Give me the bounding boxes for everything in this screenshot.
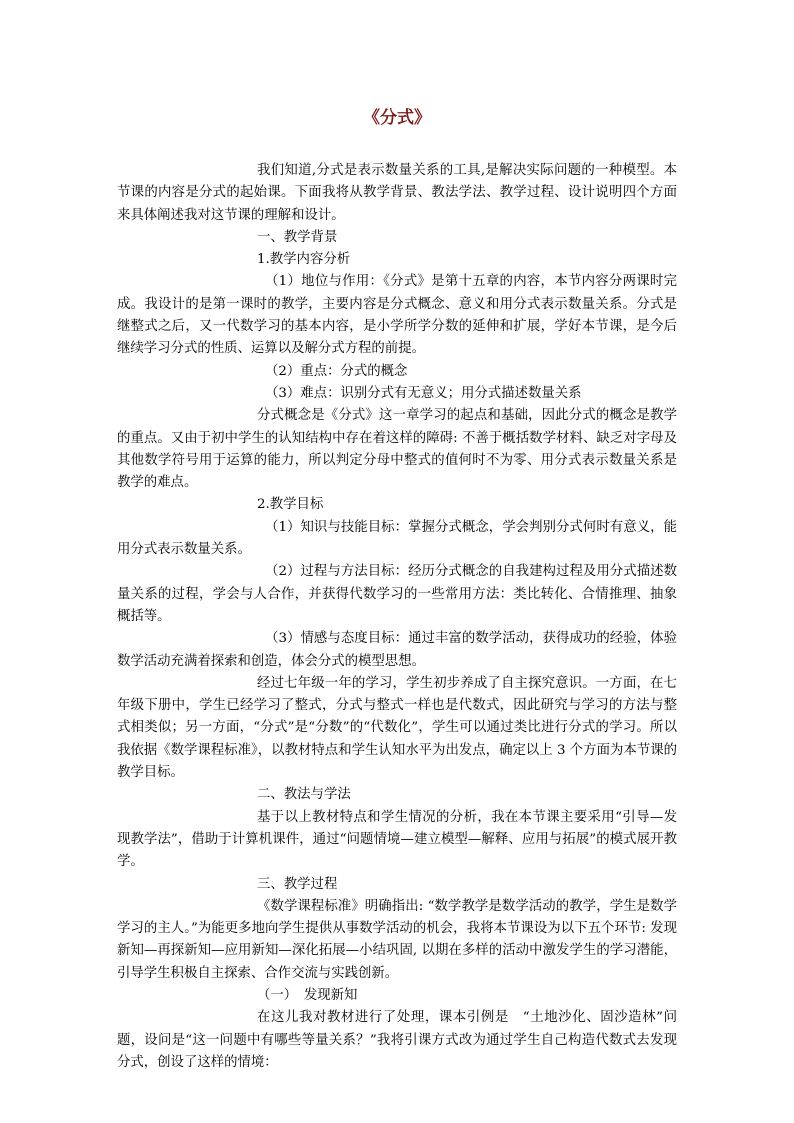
paragraph: 在这儿我对教材进行了处理，课本引例是 “土地沙化、固沙造林”问题，设问是“这一问题中有哪些等量关系？”我将引课方式改为通过学生自己构造代数式去发现分式，创设了这样的情境： — [117, 1010, 677, 1070]
paragraph: 1.教学内容分析 — [257, 252, 351, 268]
paragraph: （2）重点：分式的概念 — [265, 363, 408, 379]
document-body — [117, 160, 677, 1074]
paragraph: 经过七年级一年的学习，学生初步养成了自主探究意识。一方面，在七年级下册中，学生已经学习了整式，分式与整式一样也是代数式，因此研究与学习的方法与整式相类似；另一方面，“分式”是“分数”的“代数化”，学生可以通过类比进行分式的学习。所以我依据《数学课程标准》，以教材特点和学生认知水平为出发点，确定以上 3 个方面为本节课的教学目标。 — [117, 675, 677, 781]
paragraph: （1）地位与作用：《分式》是第十五章的内容，本节内容分两课时完成。我设计的是第一课时的教学，主要内容是分式概念、意义和用分式表示数量关系。分式是继整式之后，又一代数学习的基本内容，是小学所学分数的延伸和扩展，学好本节课，是今后继续学习分式的性质、运算以及解分式方程的前提。 — [117, 274, 677, 357]
document-title: 《分式》 — [363, 108, 431, 128]
paragraph: 一、教学背景 — [257, 229, 338, 245]
paragraph: （一） 发现新知 — [257, 987, 358, 1003]
paragraph: 2.教学目标 — [257, 497, 324, 513]
paragraph: （3）难点：识别分式有无意义；用分式描述数量关系 — [265, 385, 582, 401]
paragraph: 我们知道,分式是表示数量关系的工具,是解决实际问题的一种模型。本节课的内容是分式的起始课。下面我将从教学背景、教法学法、教学过程、设计说明四个方面来具体阐述我对这节课的理解和设计。 — [117, 163, 677, 223]
paragraph: 三、教学过程 — [257, 876, 338, 892]
paragraph: （2）过程与方法目标：经历分式概念的自我建构过程及用分式描述数量关系的过程，学会与人合作，并获得代数学习的一些常用方法：类比转化、合情推理、抽象概括等。 — [117, 564, 677, 624]
paragraph: （1）知识与技能目标：掌握分式概念，学会判别分式何时有意义，能用分式表示数量关系。 — [117, 519, 677, 558]
paragraph: 《数学课程标准》明确指出: “数学教学是数学活动的教学，学生是数学学习的主人。”为能更多地向学生提供从事数学活动的机会，我将本节课设为以下五个环节: 发现新知—再探新知—应用新知—深化拓展—小结巩固, 以期在多样的活动中激发学生的学习潜能，引导学生积极自主探索、合作交流与实践创新。 — [117, 898, 677, 981]
paragraph: 二、教法与学法 — [257, 787, 351, 803]
paragraph: 分式概念是《分式》这一章学习的起点和基础，因此分式的概念是教学的重点。又由于初中学生的认知结构中存在着这样的障碍: 不善于概括数学材料、缺乏对字母及其他数学符号用于运算的能力，所以判定分母中整式的值何时不为零、用分式表示数量关系是教学的难点。 — [117, 408, 677, 491]
paragraph: （3）情感与态度目标：通过丰富的数学活动，获得成功的经验，体验数学活动充满着探索和创造，体会分式的模型思想。 — [117, 631, 677, 669]
paragraph: 基于以上教材特点和学生情况的分析，我在本节课主要采用“引导—发现教学法”，借助于计算机课件，通过“问题情境—建立模型—解释、应用与拓展”的模式展开教学。 — [117, 809, 677, 870]
